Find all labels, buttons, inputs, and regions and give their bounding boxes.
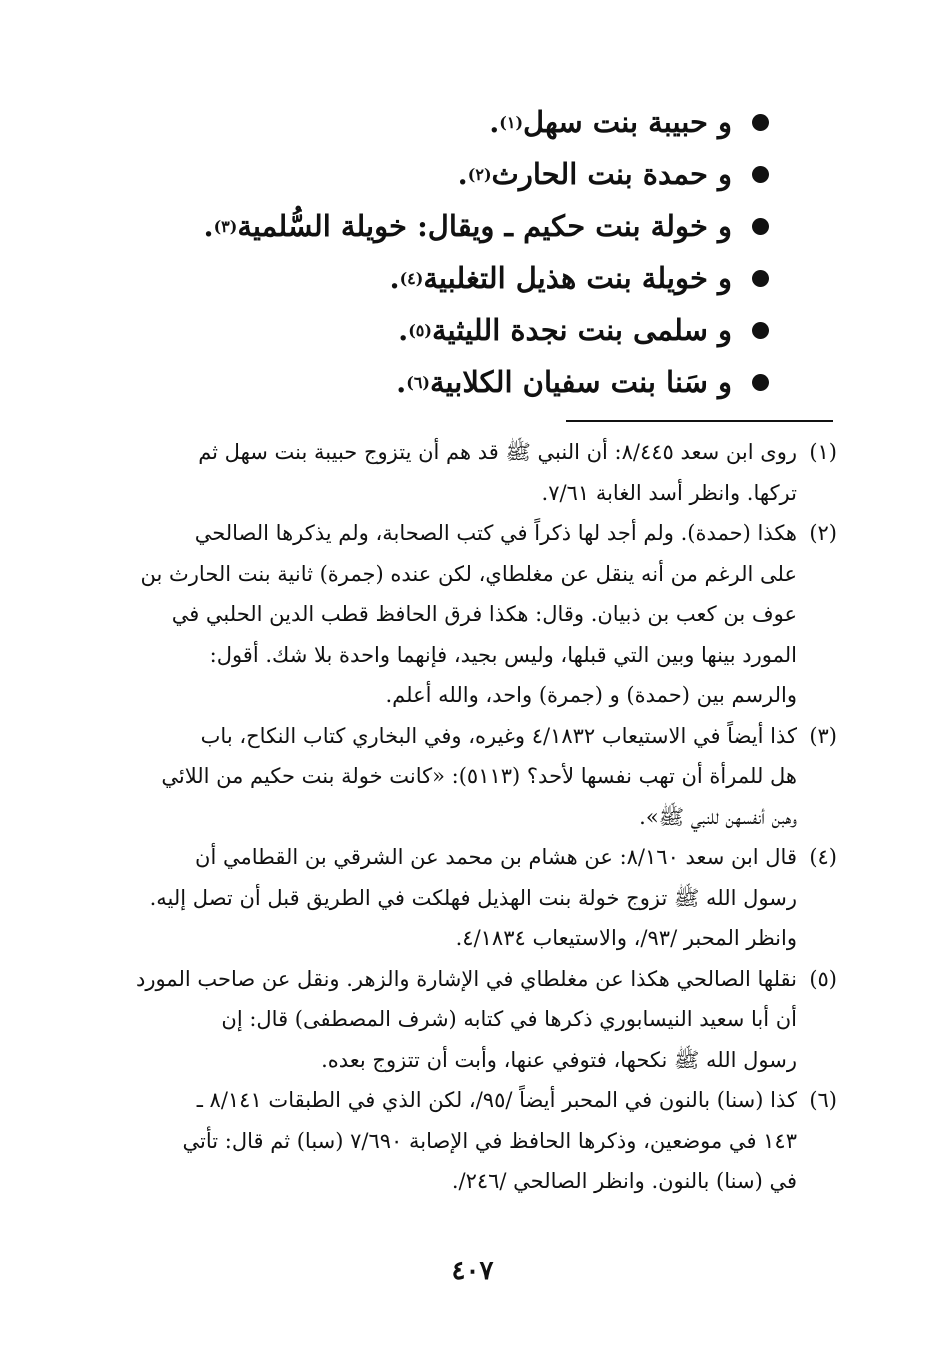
footnote-line: رسول الله ﷺ تزوج خولة بنت الهذيل فهلكت في الطريق قبل أن تصل إليه. [149,885,797,910]
footnote-text [107,1080,797,1202]
footnote [107,432,837,513]
footnote-number: (٣) [809,723,837,748]
footnote-line: رسول الله ﷺ نكحها، فتوفي عنها، وأبت أن تتزوج بعده. [321,1047,797,1072]
bullet-dot-icon [752,218,769,235]
footnote [107,959,837,1081]
footnote-line: قال ابن سعد ٨/١٦٠: عن هشام بن محمد عن الشرقي بن القطامي أن [195,845,797,869]
footnote-text [107,716,797,838]
footnote [107,716,837,838]
footnote-line: في (سنا) بالنون. وانظر الصالحي /٢٤٦/. [451,1169,797,1193]
footnote-line: روى ابن سعد ٨/٤٤٥: أن النبي ﷺ قد هم أن يتزوج حبيبة بنت سهل ثم [198,440,797,464]
item-text: و سَنا بنت سفيان الكلابية [429,365,732,399]
item-text: و حمدة بنت الحارث [491,157,732,191]
bullet-dot-icon [752,322,769,339]
item-end: . [398,313,409,347]
footnote-text [107,959,797,1081]
item-end: . [457,157,468,191]
item-end: . [389,261,400,295]
footnote-ref: (٥) [408,320,432,340]
item-end: . [203,209,214,243]
item-text: و سلمى بنت نجدة الليثية [431,313,732,347]
item-end: . [396,365,407,399]
list-item [209,96,769,148]
footnote-line: نقلها الصالحي هكذا عن مغلطاي في الإشارة والزهر. ونقل عن صاحب المورد [135,966,797,991]
footnote-line: هل للمرأة أن تهب نفسها لأحد؟ (٥١١٣): «كانت خولة بنت حكيم من اللائي [161,764,797,788]
footnote-line: هكذا (حمدة). ولم أجد لها ذكراً في كتب الصحابة، ولم يذكرها الصالحي [194,521,797,545]
page-number: ٤٠٧ [451,1256,494,1286]
item-end: . [489,105,500,139]
footnote-text [107,837,797,959]
footnote [107,837,837,959]
footnote-line: كذا أيضاً في الاستيعاب ٤/١٨٣٢ وغيره، وفي البخاري كتاب النكاح، باب [200,723,797,748]
name-list [203,96,769,408]
footnote-line: تركها. وانظر أسد الغابة ٧/٦١. [541,480,797,505]
footnote-number: (٢) [809,521,837,545]
footnote [107,1080,837,1202]
list-item [209,356,769,408]
footnote [107,513,837,716]
footnote-line: كذا (سنا) بالنون في المحبر أيضاً /٩٥/، لكن الذي في الطبقات ٨/١٤١ ـ [196,1088,797,1112]
list-item [209,304,769,356]
footnote-line: وانظر المحبر /٩٣/، والاستيعاب ٤/١٨٣٤. [455,926,797,950]
footnote-line: عوف بن كعب بن ذبيان. وقال: هكذا فرق الحافظ قطب الدين الحلبي في [171,602,797,626]
bullet-dot-icon [752,166,769,183]
footnote-ref: (٦) [406,372,430,392]
footnote-line: ١٤٣ في موضعين، وذكرها الحافظ في الإصابة ٧/٦٩٠ (سبا) ثم قال: تأتي [182,1128,797,1153]
footnote-divider [566,420,833,422]
list-item [209,148,769,200]
footnote-ref: (٢) [467,164,492,184]
footnote-ref: (٤) [399,268,424,288]
list-item [209,252,769,304]
footnote-line: على الرغم من أنه ينقل عن مغلطاي، لكن عنده (جمرة) ثانية بنت الحارث بن [140,561,797,586]
footnote-text [107,513,797,716]
footnote-number: (٤) [809,845,837,869]
footnote-line: أن أبا سعيد النيسابوري ذكرها في كتابه (شرف المصطفى) قال: إن [221,1007,797,1031]
footnote-number: (٦) [809,1088,837,1112]
footnote-line: وهبن أنفسهن للنبي ﷺ». [639,804,797,829]
bullet-dot-icon [752,374,769,391]
footnotes [107,432,837,1202]
footnote-ref: (٣) [213,216,238,236]
footnote-line: المورد بينها وبين التي قبلها، وليس بجيد، فإنهما واحدة بلا شك. أقول: [209,642,797,667]
item-text: و خولة بنت حكيم ـ ويقال: خويلة السُّلمية [237,209,732,243]
list-item [203,200,769,252]
item-text: و خويلة بنت هذيل التغلبية [423,261,732,295]
footnote-line: والرسم بين (حمدة) و (جمرة) واحد، والله أعلم. [385,683,797,707]
footnote-text [107,432,797,513]
bullet-dot-icon [752,114,769,131]
bullet-dot-icon [752,270,769,287]
footnote-ref: (١) [499,112,524,132]
footnote-number: (١) [809,440,837,464]
footnote-number: (٥) [809,966,837,991]
item-text: و حبيبة بنت سهل [523,105,732,139]
